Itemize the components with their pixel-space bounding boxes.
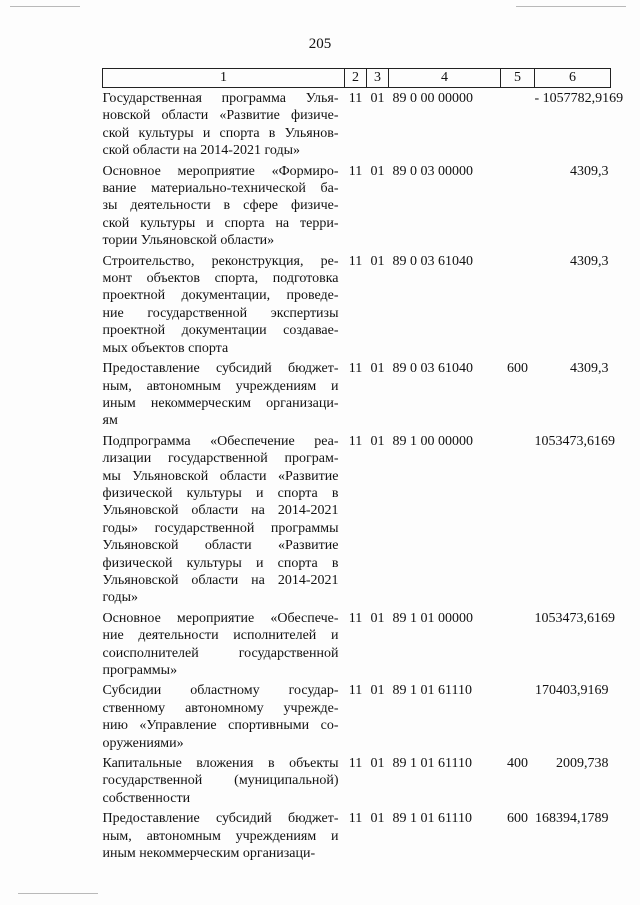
- row-name-line: нию «Управление спортивными со-: [102, 718, 339, 734]
- row-name-line: иным некоммерческим организаци-: [102, 395, 339, 411]
- expense-type-code: [501, 608, 535, 681]
- row-name-line: программы»: [102, 663, 178, 678]
- row-name: [103, 161, 345, 251]
- row-name-line: соисполнителей государственной: [102, 645, 339, 661]
- scan-edge-mark: [516, 6, 626, 7]
- table-row: [103, 808, 611, 863]
- expense-type-code: [501, 88, 535, 161]
- expense-type-code: [501, 431, 535, 608]
- row-name-line: мых объектов спорта: [102, 340, 229, 356]
- row-name-line: Ульяновской области «Развитие: [102, 538, 339, 554]
- row-name-line: годы» государственной программы: [102, 520, 339, 536]
- row-amount: 4309,3: [570, 163, 609, 179]
- subsection-code: 01: [370, 610, 385, 626]
- budget-table: [102, 68, 624, 863]
- row-name: [103, 753, 345, 808]
- row-name-line: ние государственной экспертизы: [102, 305, 339, 321]
- column-number: 2: [345, 69, 367, 88]
- expense-type-code: [501, 680, 535, 753]
- row-name-line: проектной документации создавае-: [102, 323, 339, 339]
- section-code: 11: [348, 163, 363, 179]
- row-amount: 168394,1789: [535, 811, 609, 827]
- subsection-code: 01: [370, 811, 385, 827]
- target-article-code: 89 0 03 00000: [392, 163, 473, 179]
- column-number: 6: [535, 69, 611, 88]
- row-name: [103, 808, 345, 863]
- row-name-line: ние деятельности исполнителей и: [102, 628, 339, 644]
- page-number: 205: [308, 36, 332, 52]
- target-article-code: 89 1 01 61110: [392, 756, 472, 772]
- row-name-line: ственному автономному учрежде-: [102, 700, 339, 716]
- target-article-code: 89 1 00 00000: [392, 433, 473, 449]
- row-name-line: новской области «Развитие физиче-: [102, 108, 339, 124]
- expense-type-code: 400: [507, 756, 528, 772]
- row-name-line: Ульяновской области на 2014-2021: [102, 503, 339, 519]
- row-name: [103, 608, 345, 681]
- row-name-line: Строительство, реконструкция, ре-: [102, 253, 339, 269]
- row-name-line: Государственная программа Улья-: [102, 91, 339, 106]
- table-row: [103, 680, 611, 753]
- row-name-line: лизации государственной програм-: [102, 451, 339, 467]
- row-amount: 4309,3: [570, 253, 609, 269]
- section-code: 11: [348, 253, 363, 269]
- row-amount: 1053473,6169: [534, 433, 615, 449]
- section-code: 11: [348, 811, 363, 827]
- row-name-line: Капитальные вложения в объекты: [102, 756, 339, 772]
- column-number: 5: [501, 69, 535, 88]
- row-name-line: ным, автономным учреждениям и: [102, 378, 339, 394]
- row-name-line: ской культуры и спорта на терри-: [102, 215, 339, 231]
- row-name-line: ным, автономным учреждениям и: [102, 828, 339, 844]
- column-number: 1: [103, 69, 345, 88]
- row-name-line: Основное мероприятие «Обеспече-: [102, 610, 339, 626]
- section-code: 11: [348, 756, 363, 772]
- section-code: 11: [348, 361, 363, 377]
- row-amount: 2009,738: [556, 756, 609, 772]
- row-name-line: ям: [102, 413, 118, 429]
- scan-edge-mark: [10, 6, 80, 7]
- row-name-line: Предоставление субсидий бюджет-: [102, 811, 339, 827]
- row-name-line: мы Ульяновской области «Развитие: [102, 468, 339, 484]
- column-number: 4: [389, 69, 501, 88]
- subsection-code: 01: [370, 163, 385, 179]
- expense-type-code: 600: [507, 811, 528, 827]
- row-name-line: годы»: [102, 590, 139, 606]
- table-row: [103, 88, 611, 161]
- row-amount: - 1057782,9169: [534, 91, 624, 106]
- column-number-row: [103, 69, 611, 88]
- section-code: 11: [348, 433, 363, 449]
- row-name-line: Подпрограмма «Обеспечение реа-: [102, 433, 339, 449]
- expense-type-code: [501, 161, 535, 251]
- table-row: [103, 251, 611, 358]
- row-name-line: Основное мероприятие «Формиро-: [102, 163, 339, 179]
- row-name-line: государственной (муниципальной): [102, 773, 339, 789]
- subsection-code: 01: [370, 433, 385, 449]
- section-code: 11: [348, 91, 363, 106]
- row-name: [103, 251, 345, 358]
- row-name-line: тории Ульяновской области»: [102, 233, 275, 249]
- expense-type-code: [501, 251, 535, 358]
- row-name-line: проектной документации, проведе-: [102, 288, 339, 304]
- row-name-line: физической культуры и спорта в: [102, 485, 339, 501]
- target-article-code: 89 1 01 61110: [392, 683, 472, 699]
- row-name: [103, 358, 345, 431]
- subsection-code: 01: [370, 91, 385, 106]
- table-row: [103, 161, 611, 251]
- column-number: 3: [367, 69, 389, 88]
- section-code: 11: [348, 610, 363, 626]
- target-article-code: 89 0 00 00000: [392, 91, 473, 106]
- row-name-line: собственности: [102, 790, 191, 806]
- row-name-line: вание материально-технической ба-: [102, 181, 339, 197]
- table-row: [103, 431, 611, 608]
- section-code: 11: [348, 683, 363, 699]
- row-name: [103, 88, 345, 161]
- row-name-line: иным некоммерческим организаци-: [102, 846, 316, 862]
- table-row: [103, 608, 611, 681]
- row-amount: 170403,9169: [535, 683, 609, 699]
- row-name: [103, 680, 345, 753]
- target-article-code: 89 0 03 61040: [392, 253, 473, 269]
- row-name: [103, 431, 345, 608]
- row-amount: 4309,3: [570, 361, 609, 377]
- subsection-code: 01: [370, 361, 385, 377]
- target-article-code: 89 0 03 61040: [392, 361, 473, 377]
- subsection-code: 01: [370, 253, 385, 269]
- target-article-code: 89 1 01 61110: [392, 811, 472, 827]
- row-name-line: Ульяновской области на 2014-2021: [102, 572, 339, 588]
- table-row: [103, 753, 611, 808]
- row-name-line: оружениями»: [102, 735, 184, 751]
- row-name-line: ской области на 2014-2021 годы»: [102, 143, 300, 159]
- row-name-line: зы деятельности в сфере физиче-: [102, 198, 339, 214]
- row-amount: 1053473,6169: [534, 610, 615, 626]
- row-name-line: монт объектов спорта, подготовка: [102, 271, 339, 287]
- subsection-code: 01: [370, 756, 385, 772]
- row-name-line: физической культуры и спорта в: [102, 555, 339, 571]
- target-article-code: 89 1 01 00000: [392, 610, 473, 626]
- subsection-code: 01: [370, 683, 385, 699]
- row-name-line: Предоставление субсидий бюджет-: [102, 361, 339, 377]
- row-name-line: ской культуры и спорта в Ульянов-: [102, 125, 339, 141]
- scan-edge-mark: [18, 893, 98, 894]
- row-name-line: Субсидии областному государ-: [102, 683, 339, 699]
- expense-type-code: 600: [507, 361, 528, 377]
- table-row: [103, 358, 611, 431]
